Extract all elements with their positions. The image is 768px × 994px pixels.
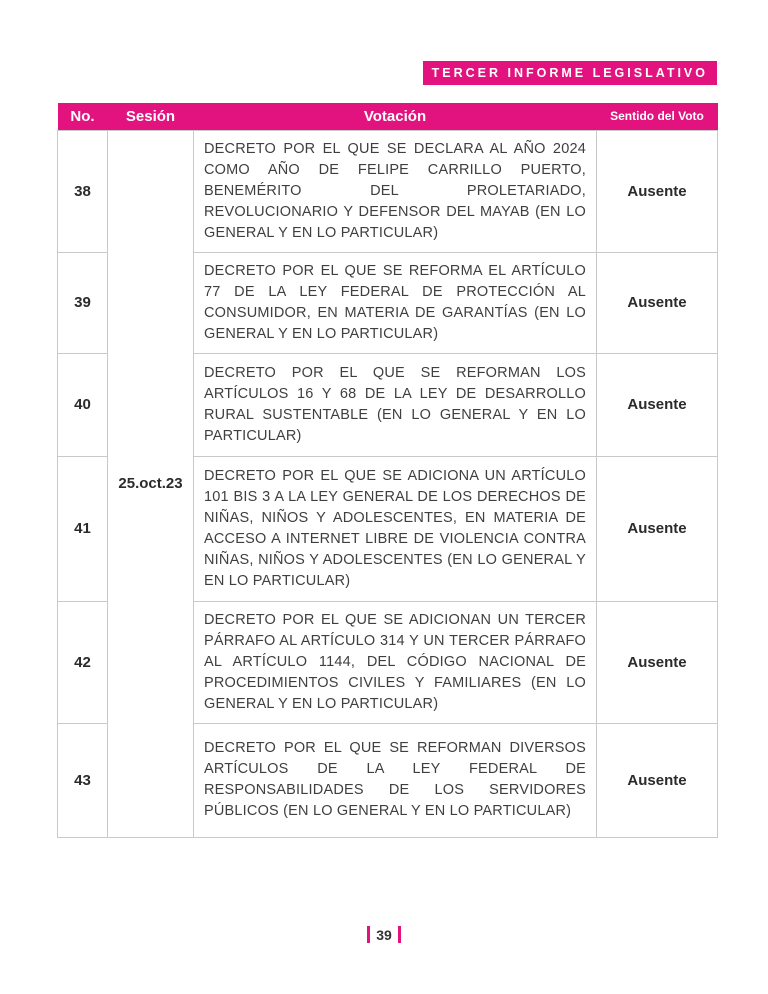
vote-sense-cell: Ausente — [597, 252, 718, 353]
vote-sense-cell: Ausente — [597, 723, 718, 837]
session-date-cell: 25.oct.23 — [108, 130, 194, 837]
report-title-banner: TERCER INFORME LEGISLATIVO — [423, 61, 717, 85]
row-number-cell: 41 — [58, 456, 108, 601]
column-header-votacion: Votación — [194, 103, 597, 130]
table-header-row — [58, 103, 718, 130]
votacion-text-cell: DECRETO POR EL QUE SE ADICIONA UN ARTÍCULO 101 BIS 3 A LA LEY GENERAL DE LOS DERECHOS DE NIÑAS, NIÑOS Y ADOLESCENTES, EN MATERIA DE ACCESO A INTERNET LIBRE DE VIOLENCIA CONTRA NIÑAS, NIÑOS Y ADOLESCENTES (EN LO GENERAL Y EN LO PARTICULAR) — [194, 456, 597, 601]
footer-right-bar — [398, 926, 401, 943]
column-header-sesion: Sesión — [108, 103, 194, 130]
column-header-sentido-del-voto: Sentido del Voto — [597, 103, 718, 130]
votacion-text-cell: DECRETO POR EL QUE SE REFORMA EL ARTÍCULO 77 DE LA LEY FEDERAL DE PROTECCIÓN AL CONSUMIDOR, EN MATERIA DE GARANTÍAS (EN LO GENERAL Y EN LO PARTICULAR) — [194, 252, 597, 353]
votacion-text-cell: DECRETO POR EL QUE SE REFORMAN LOS ARTÍCULOS 16 Y 68 DE LA LEY DE DESARROLLO RURAL SUSTENTABLE (EN LO GENERAL Y EN LO PARTICULAR) — [194, 353, 597, 456]
table-body — [58, 130, 718, 837]
votacion-text-cell: DECRETO POR EL QUE SE ADICIONAN UN TERCER PÁRRAFO AL ARTÍCULO 314 Y UN TERCER PÁRRAFO AL ARTÍCULO 1144, DEL CÓDIGO NACIONAL DE PROCEDIMIENTOS CIVILES Y FAMILIARES (EN LO GENERAL Y EN LO PARTICULAR) — [194, 601, 597, 723]
votacion-text-cell: DECRETO POR EL QUE SE REFORMAN DIVERSOS ARTÍCULOS DE LA LEY FEDERAL DE RESPONSABILIDADES DE LOS SERVIDORES PÚBLICOS (EN LO GENERAL Y EN LO PARTICULAR) — [194, 723, 597, 837]
vote-sense-cell: Ausente — [597, 456, 718, 601]
table-row — [58, 130, 718, 252]
row-number-cell: 40 — [58, 353, 108, 456]
vote-sense-cell: Ausente — [597, 601, 718, 723]
row-number-cell: 42 — [58, 601, 108, 723]
row-number-cell: 39 — [58, 252, 108, 353]
row-number-cell: 38 — [58, 130, 108, 252]
vote-sense-cell: Ausente — [597, 353, 718, 456]
votacion-text-cell: DECRETO POR EL QUE SE DECLARA AL AÑO 2024 COMO AÑO DE FELIPE CARRILLO PUERTO, BENEMÉRITO DEL PROLETARIADO, REVOLUCIONARIO Y DEFENSOR DEL MAYAB (EN LO GENERAL Y EN LO PARTICULAR) — [194, 130, 597, 252]
vote-sense-cell: Ausente — [597, 130, 718, 252]
page-footer — [0, 926, 768, 943]
votes-table — [57, 103, 718, 838]
row-number-cell: 43 — [58, 723, 108, 837]
footer-left-bar — [367, 926, 370, 943]
column-header-no: No. — [58, 103, 108, 130]
page-number: 39 — [376, 926, 392, 943]
